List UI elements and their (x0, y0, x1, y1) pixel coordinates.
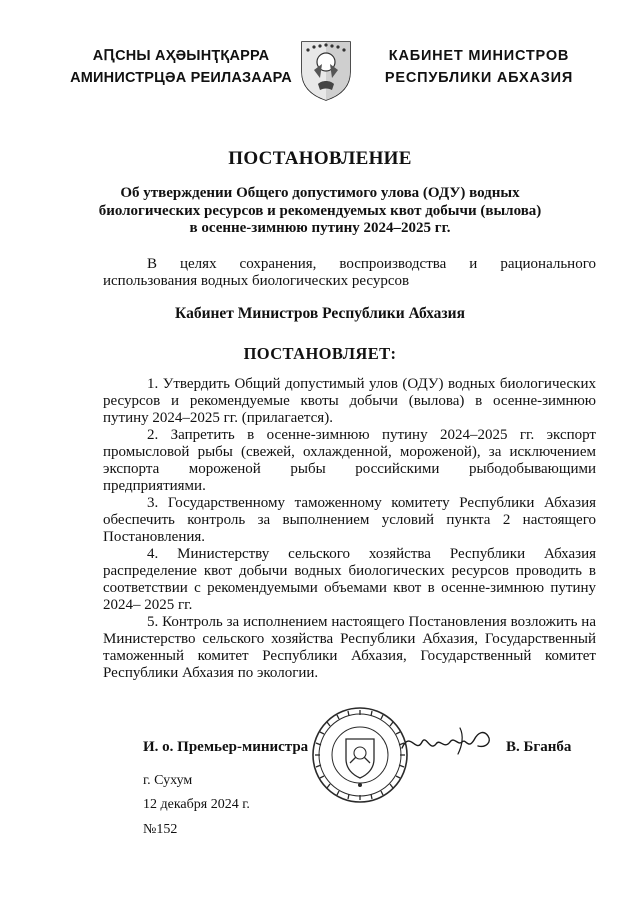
resolution-item-1: 1. Утвердить Общий допустимый улов (ОДУ) водных биологических ресурсов и рекомендуемые квоты добычи (вылова) в осенне-зимнюю путину 2024–2025 гг. (прилагается). (103, 376, 596, 426)
header-abkhaz-line1: АԤСНЫ АҲӘЫНҬҚАРРА (92, 48, 270, 64)
subject-line: в осенне-зимнюю путину 2024–2025 гг. (189, 220, 451, 236)
signatory-title: И. о. Премьер-министра (143, 739, 309, 755)
coat-of-arms-icon (298, 38, 354, 102)
signatory-name: В. Бганба (506, 739, 572, 755)
document-subject (60, 185, 580, 238)
official-seal-icon (310, 705, 410, 805)
document-number: №152 (143, 822, 178, 837)
document-title: ПОСТАНОВЛЕНИЕ (228, 148, 412, 169)
handwritten-signature-icon (400, 724, 496, 764)
header-russian-line1: КАБИНЕТ МИНИСТРОВ (388, 48, 570, 64)
subject-line: биологических ресурсов и рекомендуемых квот добычи (вылова) (98, 202, 542, 219)
header-abkhaz-line2: АМИНИСТРЦӘА РЕИЛАЗААРА (70, 70, 292, 86)
resolution-item-2: 2. Запретить в осенне-зимнюю путину 2024–2025 гг. экспорт промысловой рыбы (свежей, охлажденной, мороженой), за исключением экспорта мороженой рыбы российскими рыбодобывающими предприятиями. (103, 427, 596, 494)
issue-place: г. Сухум (143, 773, 193, 788)
resolution-item-3: 3. Государственному таможенному комитету Республики Абхазия обеспечить контроль за выполнением условий пункта 2 настоящего Постановления. (103, 495, 596, 545)
resolution-item-4: 4. Министерству сельского хозяйства Республики Абхазия распределение квот добычи водных биологических ресурсов проводить в соответствии с рекомендуемыми объемами квот в осенне-зимнюю путину 2024– 2025 гг. (103, 546, 596, 613)
resolution-items (103, 376, 596, 682)
subject-line: Об утверждении Общего допустимого улова (ОДУ) водных (120, 185, 520, 201)
header-abkhaz (70, 45, 292, 89)
header-russian (372, 45, 586, 89)
preamble: В целях сохранения, воспроизводства и рационального использования водных биологических ресурсов (103, 256, 596, 289)
header-russian-line2: РЕСПУБЛИКИ АБХАЗИЯ (384, 70, 574, 86)
authority: Кабинет Министров Республики Абхазия (175, 305, 465, 322)
issue-date: 12 декабря 2024 г. (143, 797, 250, 812)
resolution-item-5: 5. Контроль за исполнением настоящего Постановления возложить на Министерство сельского хозяйства Республики Абхазия, Государственный таможенный комитет Республики Абхазия, Государственный комитет Республики Абхазия по экологии. (103, 614, 596, 681)
resolves-heading: ПОСТАНОВЛЯЕТ: (243, 344, 397, 363)
